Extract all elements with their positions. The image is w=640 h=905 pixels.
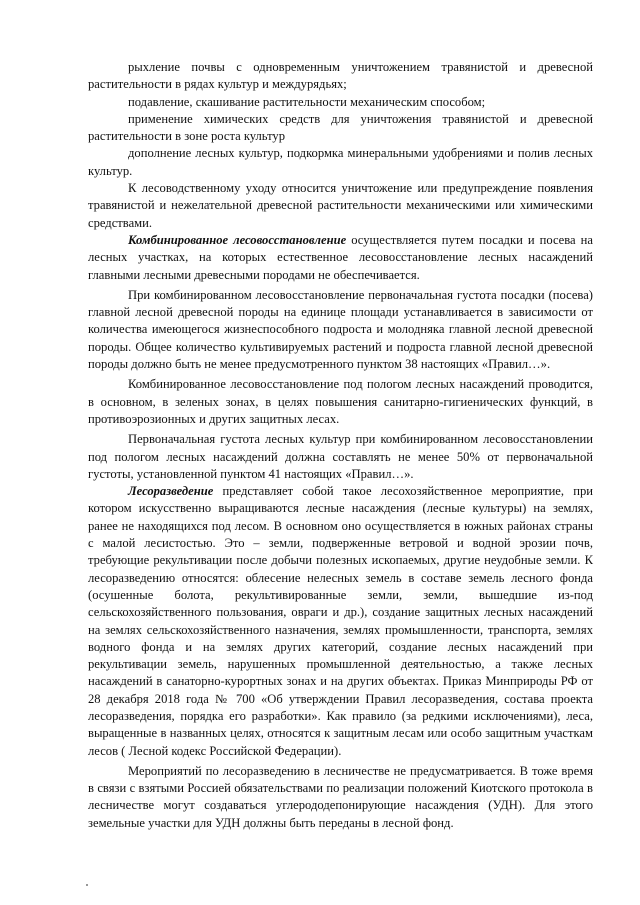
paragraph-loosening: рыхление почвы с одновременным уничтожением травянистой и древесной растительности в рядах культур и междурядьях; — [88, 60, 593, 92]
term-combined-reforestation: Комбинированное лесовосстановление — [128, 232, 347, 247]
paragraph-combined-reforestation: Комбинированное лесовосстановление осуществляется путем посадки и посева на лесных участках, на которых естественное лесовосстановление лесных насаждений главными лесными древесными породами не обеспечивается. — [88, 232, 593, 282]
paragraph-initial-density: При комбинированном лесовосстановление первоначальная густота посадки (посева) главной лесной древесной породы на единице площади устанавливается в зависимости от количества имеющегося жизнеспособного подроста и молодняка главной лесной древесной породы. Общее количество культивируемых растений и подроста главной лесной древесной породы должно быть не менее предусмотренного пунктом 38 настоящих «Правил…». — [88, 287, 593, 372]
paragraph-density-under-canopy: Первоначальная густота лесных культур при комбинированном лесовосстановлении под пологом лесных насаждений должна составлять не менее 50% от первоначальной густоты, установленной пунктом 41 настоящих «Правил…». — [88, 432, 593, 481]
paragraph-chemicals: применение химических средств для уничтожения травянистой и древесной растительности в зоне роста культур — [88, 111, 593, 144]
margin-mark — [86, 884, 88, 886]
paragraph-afforestation: Лесоразведение представляет собой такое лесохозяйственное мероприятие, при котором искусственно выращиваются лесные насаждения (лесные культуры) на землях, ранее не находящихся под лесом. В основном оно осуществляется в южных районах страны с малой лесистостью. Это – земли, подверженные ветровой и водной эрозии почв, требующие рекультивации после добычи полезных ископаемых, другие неудобные земли. К лесоразведению относятся: облесение нелесных земель в составе земель лесного фонда (осушенные болота, рекультивированные земли, земли, вышедшие из-под сельскохозяйственного пользования, овраги и др.), создание защитных лесных насаждений на землях сельскохозяйственного назначения, землях промышленности, транспорта, землях водного фонда и на землях других категорий, создание лесных насаждений при рекультивации земель, нарушенных промышленной деятельностью, а также лесных насаждений в санаторно-курортных зонах и на других объектах. Приказ Минприроды РФ от 28 декабря 2018 года № 700 «Об утверждении Правил лесоразведения, состава проекта лесоразведения, порядка его разработки». Как правило (за редкими исключениями), леса, выращенные в названных целях, относятся к защитным лесам или особо защитным участкам лесов ( Лесной кодекс Российской Федерации). — [88, 484, 593, 758]
paragraph-carbon-plantations: Мероприятий по лесоразведению в лесничестве не предусматривается. В тоже время в связи с взятыми Россией обязательствами по реализации положений Киотского протокола в лесничестве могут создаваться углерододепонирующие насаждения (УДН). Для этого земельные участки для УДН должны быть переданы в лесной фонд. — [88, 763, 593, 830]
paragraph-mowing: подавление, скашивание растительности механическим способом; — [128, 94, 486, 109]
paragraph-silvicultural-care: К лесоводственному уходу относится уничтожение или предупреждение появления травянистой и нежелательной древесной растительности механическими или химическими средствами. — [88, 181, 593, 230]
paragraph-supplement: дополнение лесных культур, подкормка минеральными удобрениями и полив лесных культур. — [88, 146, 593, 178]
document-body — [88, 59, 593, 832]
term-afforestation: Лесоразведение — [128, 484, 214, 499]
paragraph-under-canopy: Комбинированное лесовосстановление под пологом лесных насаждений проводится, в основном, в зеленых зонах, в целях повышения санитарно-гигиенических функций, в противоэрозионных и других защитных лесах. — [88, 377, 593, 426]
